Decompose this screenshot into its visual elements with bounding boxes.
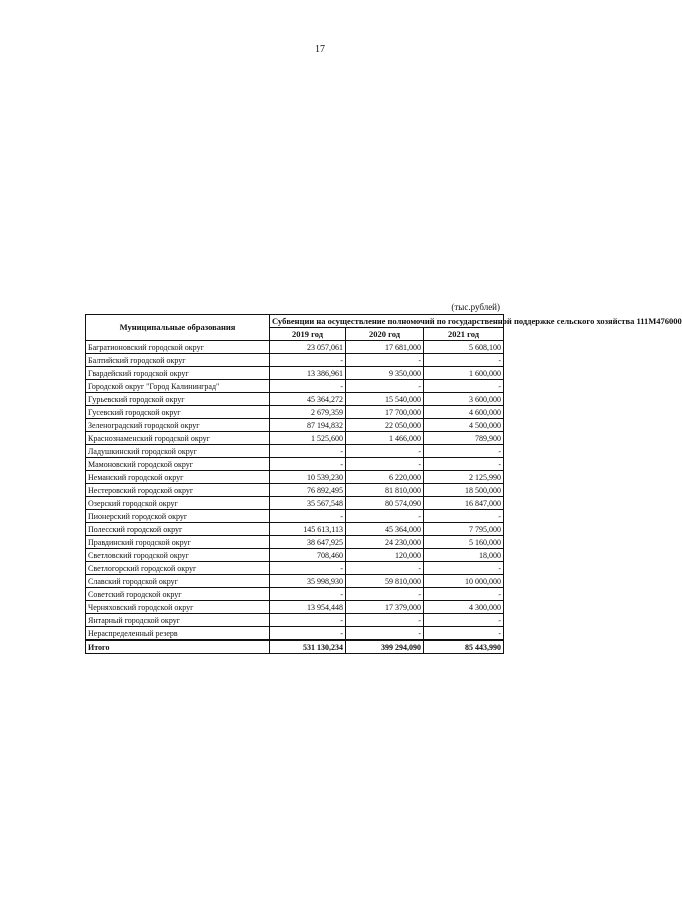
table-row <box>86 367 504 380</box>
value-2019-cell: - <box>270 445 346 458</box>
value-2019-cell: 1 525,600 <box>270 432 346 445</box>
value-2020-cell: - <box>346 354 424 367</box>
value-2021-cell: - <box>424 627 504 641</box>
municipality-cell: Багратионовский городской округ <box>86 341 270 354</box>
table-row <box>86 575 504 588</box>
total-2019: 531 130,234 <box>270 640 346 654</box>
municipality-cell: Городской округ "Город Калининград" <box>86 380 270 393</box>
value-2021-cell: 18 500,000 <box>424 484 504 497</box>
year-header-2020: 2020 год <box>346 328 424 341</box>
value-2019-cell: - <box>270 588 346 601</box>
table-row <box>86 341 504 354</box>
table-row <box>86 549 504 562</box>
value-2020-cell: - <box>346 380 424 393</box>
value-2019-cell: 35 998,930 <box>270 575 346 588</box>
subsidy-header: Субвенции на осуществление полномочий по государственной поддержке сельского хозяйства 111М476000 <box>270 315 504 328</box>
value-2019-cell: 13 386,961 <box>270 367 346 380</box>
table-row <box>86 432 504 445</box>
municipality-cell: Гурьевский городской округ <box>86 393 270 406</box>
value-2020-cell: - <box>346 458 424 471</box>
table-row <box>86 406 504 419</box>
table-row <box>86 614 504 627</box>
total-2021: 85 443,990 <box>424 640 504 654</box>
table-row <box>86 393 504 406</box>
table-row <box>86 523 504 536</box>
total-label: Итого <box>86 640 270 654</box>
value-2020-cell: 1 466,000 <box>346 432 424 445</box>
table-row <box>86 471 504 484</box>
municipality-cell: Зеленоградский городской округ <box>86 419 270 432</box>
value-2021-cell: - <box>424 562 504 575</box>
year-header-2021: 2021 год <box>424 328 504 341</box>
value-2021-cell: 3 600,000 <box>424 393 504 406</box>
value-2020-cell: 17 379,000 <box>346 601 424 614</box>
total-2020: 399 294,090 <box>346 640 424 654</box>
table-row <box>86 497 504 510</box>
value-2021-cell: 2 125,990 <box>424 471 504 484</box>
value-2019-cell: 76 892,495 <box>270 484 346 497</box>
value-2019-cell: 45 364,272 <box>270 393 346 406</box>
value-2020-cell: - <box>346 614 424 627</box>
value-2019-cell: 145 613,113 <box>270 523 346 536</box>
value-2020-cell: 17 681,000 <box>346 341 424 354</box>
table-row <box>86 445 504 458</box>
municipality-cell: Нестеровский городской округ <box>86 484 270 497</box>
municipality-cell: Янтарный городской округ <box>86 614 270 627</box>
municipality-cell: Неманский городской округ <box>86 471 270 484</box>
value-2021-cell: - <box>424 354 504 367</box>
subsidy-table <box>85 314 682 654</box>
value-2021-cell: 5 608,100 <box>424 341 504 354</box>
value-2020-cell: 120,000 <box>346 549 424 562</box>
value-2019-cell: 35 567,548 <box>270 497 346 510</box>
value-2021-cell: 789,900 <box>424 432 504 445</box>
value-2021-cell: - <box>424 380 504 393</box>
value-2021-cell: 1 600,000 <box>424 367 504 380</box>
value-2019-cell: - <box>270 614 346 627</box>
table-row <box>86 419 504 432</box>
year-header-2019: 2019 год <box>270 328 346 341</box>
municipality-cell: Полесский городской округ <box>86 523 270 536</box>
value-2020-cell: - <box>346 510 424 523</box>
value-2021-cell: - <box>424 588 504 601</box>
units-label: (тыс.рублей) <box>451 302 500 312</box>
value-2020-cell: 45 364,000 <box>346 523 424 536</box>
municipality-cell: Балтийский городской округ <box>86 354 270 367</box>
municipality-cell: Гусевский городской округ <box>86 406 270 419</box>
value-2020-cell: - <box>346 562 424 575</box>
total-row <box>86 640 504 654</box>
value-2020-cell: - <box>346 445 424 458</box>
value-2020-cell: 17 700,000 <box>346 406 424 419</box>
value-2019-cell: - <box>270 510 346 523</box>
value-2019-cell: 87 194,832 <box>270 419 346 432</box>
municipality-cell: Озерский городской округ <box>86 497 270 510</box>
value-2021-cell: 10 000,000 <box>424 575 504 588</box>
value-2020-cell: - <box>346 627 424 641</box>
value-2020-cell: 59 810,000 <box>346 575 424 588</box>
value-2020-cell: 24 230,000 <box>346 536 424 549</box>
value-2019-cell: 10 539,230 <box>270 471 346 484</box>
value-2021-cell: - <box>424 445 504 458</box>
municipality-cell: Мамоновский городской округ <box>86 458 270 471</box>
table-row <box>86 484 504 497</box>
value-2020-cell: 9 350,000 <box>346 367 424 380</box>
municipality-header: Муниципальные образования <box>86 315 270 341</box>
value-2021-cell: 4 600,000 <box>424 406 504 419</box>
value-2020-cell: 81 810,000 <box>346 484 424 497</box>
value-2021-cell: - <box>424 614 504 627</box>
table-row <box>86 536 504 549</box>
municipality-cell: Светлогорский городской округ <box>86 562 270 575</box>
value-2021-cell: 4 500,000 <box>424 419 504 432</box>
value-2020-cell: 80 574,090 <box>346 497 424 510</box>
value-2019-cell: 23 057,061 <box>270 341 346 354</box>
value-2019-cell: 2 679,359 <box>270 406 346 419</box>
value-2019-cell: 13 954,448 <box>270 601 346 614</box>
table-row <box>86 562 504 575</box>
value-2021-cell: - <box>424 458 504 471</box>
municipality-cell: Правдинский городской округ <box>86 536 270 549</box>
municipality-cell: Черняховский городской округ <box>86 601 270 614</box>
value-2020-cell: 6 220,000 <box>346 471 424 484</box>
value-2020-cell: - <box>346 588 424 601</box>
table-row <box>86 510 504 523</box>
value-2021-cell: 7 795,000 <box>424 523 504 536</box>
value-2020-cell: 15 540,000 <box>346 393 424 406</box>
municipality-cell: Ладушкинский городской округ <box>86 445 270 458</box>
table-row <box>86 354 504 367</box>
value-2019-cell: - <box>270 380 346 393</box>
municipality-cell: Светловский городской округ <box>86 549 270 562</box>
page-number: 17 <box>315 44 325 55</box>
table-row <box>86 458 504 471</box>
header-row <box>86 315 504 328</box>
value-2019-cell: - <box>270 627 346 641</box>
value-2019-cell: - <box>270 354 346 367</box>
value-2019-cell: - <box>270 562 346 575</box>
value-2021-cell: - <box>424 510 504 523</box>
table-row <box>86 601 504 614</box>
value-2019-cell: - <box>270 458 346 471</box>
table-row <box>86 380 504 393</box>
table-body <box>86 341 504 641</box>
table-row <box>86 627 504 641</box>
value-2021-cell: 16 847,000 <box>424 497 504 510</box>
value-2021-cell: 4 300,000 <box>424 601 504 614</box>
municipality-cell: Славский городской округ <box>86 575 270 588</box>
municipality-cell: Советский городской округ <box>86 588 270 601</box>
value-2019-cell: 38 647,925 <box>270 536 346 549</box>
municipality-cell: Краснознаменский городской округ <box>86 432 270 445</box>
municipality-cell: Пионерский городской округ <box>86 510 270 523</box>
table-row <box>86 588 504 601</box>
municipality-cell: Нераспределенный резерв <box>86 627 270 641</box>
value-2020-cell: 22 050,000 <box>346 419 424 432</box>
municipality-cell: Гвардейский городской округ <box>86 367 270 380</box>
value-2021-cell: 18,000 <box>424 549 504 562</box>
value-2019-cell: 708,460 <box>270 549 346 562</box>
value-2021-cell: 5 160,000 <box>424 536 504 549</box>
